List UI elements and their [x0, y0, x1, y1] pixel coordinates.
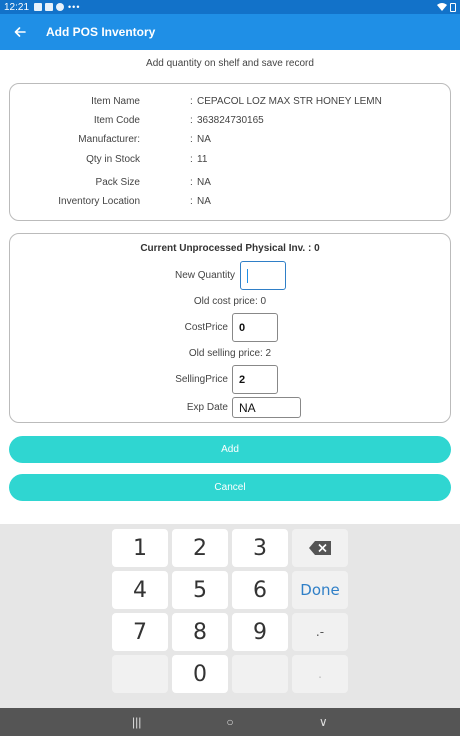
key-8[interactable]: 8: [172, 613, 228, 651]
unprocessed-inventory-title: Current Unprocessed Physical Inv. : 0: [140, 243, 320, 254]
exp-date-value: NA: [239, 400, 256, 415]
info-label: Item Code: [93, 115, 140, 126]
info-colon: :: [190, 196, 193, 207]
new-quantity-input[interactable]: [240, 261, 286, 290]
info-label: Item Name: [91, 96, 140, 107]
wifi-icon: [437, 3, 447, 11]
info-row-manufacturer: [10, 133, 450, 147]
key-6[interactable]: 6: [232, 571, 288, 609]
item-info-card: [9, 83, 451, 221]
selling-price-input[interactable]: [232, 365, 278, 394]
key-4[interactable]: 4: [112, 571, 168, 609]
info-colon: :: [190, 115, 193, 126]
key-7[interactable]: 7: [112, 613, 168, 651]
recents-button[interactable]: |||: [131, 715, 142, 729]
backspace-key[interactable]: [292, 529, 348, 567]
info-value: NA: [197, 134, 211, 145]
info-value: 363824730165: [197, 115, 264, 126]
status-bar: [0, 0, 460, 14]
info-value: NA: [197, 196, 211, 207]
nav-back-button[interactable]: ∨: [318, 715, 328, 729]
inventory-entry-card: [9, 233, 451, 423]
key-9[interactable]: 9: [232, 613, 288, 651]
info-colon: :: [190, 154, 193, 165]
back-button[interactable]: [0, 14, 40, 50]
new-quantity-label: New Quantity: [174, 270, 235, 281]
cost-price-input[interactable]: [232, 313, 278, 342]
key-1[interactable]: 1: [112, 529, 168, 567]
old-selling-price: Old selling price: 2: [188, 348, 272, 359]
info-label: Qty in Stock: [86, 154, 140, 165]
key-5[interactable]: 5: [172, 571, 228, 609]
info-colon: :: [190, 177, 193, 188]
key-2[interactable]: 2: [172, 529, 228, 567]
more-notifications-icon: •••: [68, 2, 81, 12]
text-caret: [247, 269, 248, 283]
exp-date-label: Exp Date: [186, 402, 228, 413]
home-button[interactable]: ○: [226, 715, 234, 729]
dot-dash-key[interactable]: .-: [292, 613, 348, 651]
image-notification-icon: [34, 3, 42, 11]
info-row-item-code: [10, 114, 450, 128]
cost-price-label: CostPrice: [184, 322, 228, 333]
page-subtitle: Add quantity on shelf and save record: [146, 58, 314, 69]
status-time: 12:21: [4, 1, 30, 13]
info-label: Inventory Location: [58, 196, 140, 207]
add-button[interactable]: Add: [9, 436, 451, 463]
shield-notification-icon: [56, 3, 64, 11]
info-colon: :: [190, 134, 193, 145]
backspace-icon: [309, 541, 331, 555]
cost-price-row: [10, 313, 450, 342]
info-row-inventory-location: [10, 195, 450, 209]
old-cost-price: Old cost price: 0: [193, 296, 267, 307]
info-row-pack-size: [10, 176, 450, 190]
info-label: Manufacturer:: [78, 134, 140, 145]
blank-key: [112, 655, 168, 693]
key-0[interactable]: 0: [172, 655, 228, 693]
new-quantity-row: [10, 261, 450, 290]
selling-price-value: 2: [239, 373, 246, 386]
key-3[interactable]: 3: [232, 529, 288, 567]
info-colon: :: [190, 96, 193, 107]
cost-price-value: 0: [239, 321, 246, 334]
info-value: CEPACOL LOZ MAX STR HONEY LEMN: [197, 96, 382, 107]
system-nav-bar: [0, 708, 460, 736]
battery-icon: [450, 3, 456, 12]
period-key[interactable]: .: [292, 655, 348, 693]
exp-date-row: [10, 397, 450, 418]
blank-key: [232, 655, 288, 693]
exp-date-input[interactable]: [232, 397, 301, 418]
numeric-keyboard: [0, 524, 460, 708]
info-value: NA: [197, 177, 211, 188]
info-row-item-name: [10, 95, 450, 109]
info-value: 11: [197, 154, 208, 165]
info-row-qty-in-stock: [10, 153, 450, 167]
page-title: Add POS Inventory: [46, 25, 156, 39]
done-key[interactable]: Done: [292, 571, 348, 609]
cancel-button[interactable]: Cancel: [9, 474, 451, 501]
selling-price-row: [10, 365, 450, 394]
app-bar: [0, 14, 460, 50]
selling-price-label: SellingPrice: [175, 374, 228, 385]
send-notification-icon: [45, 3, 53, 11]
info-label: Pack Size: [95, 177, 140, 188]
arrow-left-icon: [14, 27, 26, 37]
